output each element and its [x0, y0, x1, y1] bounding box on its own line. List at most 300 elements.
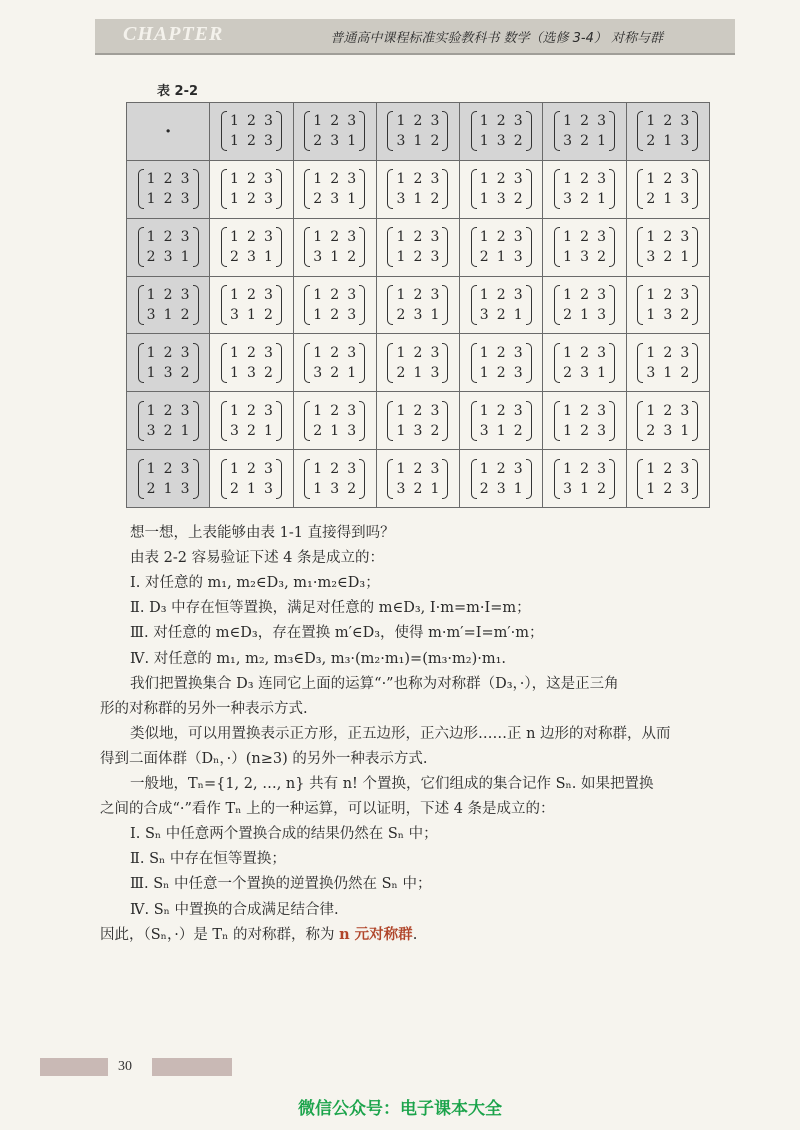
- table-cell: [210, 334, 293, 392]
- matrix-entry: 3: [513, 249, 523, 266]
- product-permutation: [554, 401, 615, 441]
- matrix-entry: 1: [229, 133, 239, 150]
- footer-bar-left: [40, 1058, 108, 1076]
- matrix-entry: 3: [430, 249, 440, 266]
- matrix-entry: 2: [430, 191, 440, 208]
- product-permutation: [637, 459, 698, 499]
- matrix-entry: 1: [646, 402, 656, 419]
- matrix-entry: 3: [430, 460, 440, 477]
- matrix-entry: 1: [563, 344, 572, 361]
- matrix-entry: 3: [246, 249, 256, 266]
- matrix-entry: 2: [313, 191, 323, 208]
- matrix-entry: 2: [663, 171, 673, 188]
- matrix-entry: 2: [246, 229, 256, 246]
- body-line: 一般地，Tₙ={1, 2, …, n} 共有 n! 个置换，它们组成的集合记作 Sₙ. 如果把置换: [130, 776, 654, 792]
- body-line: Ⅰ. 对任意的 m₁, m₂∈D₃, m₁·m₂∈D₃；: [130, 575, 380, 592]
- table-cell: [543, 218, 626, 276]
- permutation-table: [126, 102, 710, 508]
- matrix-entry: 1: [146, 344, 156, 361]
- matrix-entry: 2: [580, 460, 589, 477]
- column-header: [543, 103, 626, 161]
- matrix-entry: 1: [246, 306, 256, 323]
- product-permutation: [221, 343, 282, 383]
- matrix-entry: 3: [413, 422, 423, 439]
- matrix-entry: 1: [396, 171, 406, 188]
- matrix-entry: 3: [347, 229, 357, 246]
- matrix-entry: 2: [580, 286, 589, 303]
- product-permutation: [554, 169, 615, 209]
- matrix-entry: 3: [330, 191, 340, 208]
- matrix-entry: 2: [180, 364, 190, 381]
- matrix-entry: 1: [146, 171, 156, 188]
- matrix-entry: 2: [663, 460, 673, 477]
- matrix-entry: 2: [580, 113, 589, 130]
- body-line: Ⅳ. 对任意的 m₁, m₂, m₃∈D₃, m₃·(m₂·m₁)=(m₃·m₂)·m₁.: [130, 650, 507, 667]
- matrix-entry: 1: [413, 364, 423, 381]
- body-line: Ⅲ. Sₙ 中任意一个置换的逆置换仍然在 Sₙ 中；: [130, 876, 432, 893]
- matrix-entry: 2: [496, 229, 506, 246]
- column-header: [376, 103, 459, 161]
- product-permutation: [637, 227, 698, 267]
- matrix-entry: 2: [580, 422, 589, 439]
- matrix-entry: 2: [180, 306, 190, 323]
- product-permutation: [471, 227, 532, 267]
- matrix-entry: 1: [479, 171, 489, 188]
- product-permutation: [304, 343, 365, 383]
- matrix-entry: 3: [597, 402, 606, 419]
- matrix-entry: 3: [180, 191, 190, 208]
- matrix-entry: 3: [313, 249, 323, 266]
- matrix-entry: 1: [663, 364, 673, 381]
- matrix-entry: 2: [663, 402, 673, 419]
- matrix-entry: 3: [430, 229, 440, 246]
- page-number: 30: [118, 1059, 132, 1074]
- matrix-entry: 2: [680, 364, 690, 381]
- matrix-entry: 2: [580, 402, 589, 419]
- matrix-entry: 2: [413, 113, 423, 130]
- table-row: [127, 218, 710, 276]
- matrix-entry: 3: [347, 460, 357, 477]
- matrix-entry: 1: [146, 191, 156, 208]
- matrix-entry: 3: [180, 229, 190, 246]
- matrix-entry: 1: [347, 364, 357, 381]
- matrix-entry: 2: [413, 344, 423, 361]
- matrix-entry: 2: [513, 133, 523, 150]
- body-line: 类似地，可以用置换表示正方形，正五边形，正六边形……正 n 边形的对称群，从而: [130, 725, 671, 742]
- matrix-entry: 2: [246, 133, 256, 150]
- matrix-entry: 3: [680, 344, 690, 361]
- matrix-entry: 1: [246, 480, 256, 497]
- matrix-entry: 2: [563, 306, 572, 323]
- row-permutation: [138, 343, 199, 383]
- matrix-entry: 3: [680, 191, 690, 208]
- product-permutation: [387, 227, 448, 267]
- column-header: [460, 103, 543, 161]
- table-cell: [376, 160, 459, 218]
- product-permutation: [471, 401, 532, 441]
- matrix-entry: 2: [330, 402, 340, 419]
- matrix-entry: 1: [146, 286, 156, 303]
- watermark: 微信公众号：电子课本大全: [298, 1099, 502, 1119]
- table-cell: [626, 392, 709, 450]
- book-series-title: 普通高中课程标准实验教科书 数学（选修 3-4） 对称与群: [330, 31, 663, 46]
- matrix-entry: 2: [396, 306, 406, 323]
- matrix-entry: 3: [163, 364, 173, 381]
- matrix-entry: 2: [413, 229, 423, 246]
- matrix-entry: 2: [580, 191, 589, 208]
- matrix-entry: 2: [597, 480, 606, 497]
- row-permutation: [138, 285, 199, 325]
- matrix-entry: 2: [563, 364, 572, 381]
- matrix-entry: 1: [563, 113, 572, 130]
- matrix-entry: 1: [646, 480, 656, 497]
- matrix-entry: 1: [229, 344, 239, 361]
- body-line: 得到二面体群（Dₙ，·）(n≥3) 的另外一种表示方式.: [100, 750, 428, 767]
- matrix-entry: 1: [146, 402, 156, 419]
- matrix-entry: 3: [597, 113, 606, 130]
- matrix-entry: 1: [313, 286, 323, 303]
- matrix-entry: 2: [663, 113, 673, 130]
- matrix-entry: 1: [597, 191, 606, 208]
- matrix-entry: 3: [263, 229, 273, 246]
- matrix-entry: 3: [680, 286, 690, 303]
- product-permutation: [637, 401, 698, 441]
- table-cell: [376, 334, 459, 392]
- table-row: [127, 160, 710, 218]
- matrix-entry: 3: [180, 460, 190, 477]
- matrix-entry: 3: [430, 171, 440, 188]
- matrix-entry: 2: [597, 249, 606, 266]
- matrix-entry: 3: [347, 402, 357, 419]
- matrix-entry: 2: [680, 306, 690, 323]
- matrix-entry: 1: [479, 286, 489, 303]
- matrix-entry: 1: [496, 249, 506, 266]
- matrix-entry: 3: [313, 364, 323, 381]
- table-cell: [376, 392, 459, 450]
- row-header: [127, 450, 210, 508]
- matrix-entry: 2: [246, 402, 256, 419]
- body-line: 我们把置换集合 D₃ 连同它上面的运算“·”也称为对称群（D₃，·），这是正三角: [130, 675, 619, 692]
- table-cell: [626, 450, 709, 508]
- matrix-entry: 1: [229, 113, 239, 130]
- matrix-entry: 2: [496, 344, 506, 361]
- matrix-entry: 3: [646, 249, 656, 266]
- matrix-entry: 1: [580, 480, 589, 497]
- matrix-entry: 3: [563, 133, 572, 150]
- matrix-entry: 1: [597, 364, 606, 381]
- matrix-entry: 2: [246, 344, 256, 361]
- product-permutation: [221, 169, 282, 209]
- matrix-entry: 3: [580, 364, 589, 381]
- product-permutation: [471, 169, 532, 209]
- body-line: Ⅳ. Sₙ 中置换的合成满足结合律.: [130, 901, 339, 918]
- matrix-entry: 2: [663, 480, 673, 497]
- matrix-entry: 3: [246, 364, 256, 381]
- matrix-entry: 3: [347, 113, 357, 130]
- matrix-entry: 2: [313, 422, 323, 439]
- matrix-entry: 1: [430, 480, 440, 497]
- row-header: [127, 334, 210, 392]
- matrix-entry: 3: [430, 286, 440, 303]
- table-cell: [626, 160, 709, 218]
- matrix-entry: 2: [163, 286, 173, 303]
- matrix-entry: 1: [146, 364, 156, 381]
- matrix-entry: 1: [313, 171, 323, 188]
- matrix-entry: 2: [347, 249, 357, 266]
- matrix-entry: 2: [413, 460, 423, 477]
- matrix-entry: 3: [263, 286, 273, 303]
- matrix-entry: 1: [163, 306, 173, 323]
- matrix-entry: 1: [646, 460, 656, 477]
- matrix-entry: 3: [597, 286, 606, 303]
- matrix-entry: 3: [330, 133, 340, 150]
- matrix-entry: 3: [496, 191, 506, 208]
- matrix-entry: 3: [663, 306, 673, 323]
- matrix-entry: 3: [680, 171, 690, 188]
- product-permutation: [304, 459, 365, 499]
- matrix-entry: 2: [663, 286, 673, 303]
- matrix-entry: 2: [413, 249, 423, 266]
- matrix-entry: 1: [646, 286, 656, 303]
- matrix-entry: 1: [646, 229, 656, 246]
- product-permutation: [221, 459, 282, 499]
- matrix-entry: 1: [146, 229, 156, 246]
- matrix-entry: 2: [313, 133, 323, 150]
- matrix-entry: 2: [146, 249, 156, 266]
- matrix-entry: 2: [163, 171, 173, 188]
- matrix-entry: 2: [163, 460, 173, 477]
- footer-bar-right: [152, 1058, 232, 1076]
- matrix-entry: 3: [496, 133, 506, 150]
- matrix-entry: 1: [496, 422, 506, 439]
- row-permutation: [138, 401, 199, 441]
- matrix-entry: 2: [263, 306, 273, 323]
- product-permutation: [304, 401, 365, 441]
- chapter-label: CHAPTER: [123, 23, 224, 45]
- matrix-entry: 1: [396, 249, 406, 266]
- matrix-entry: 1: [396, 229, 406, 246]
- operation-symbol: ·: [127, 103, 210, 161]
- matrix-entry: 1: [563, 229, 572, 246]
- column-header: [210, 103, 293, 161]
- matrix-entry: 1: [646, 171, 656, 188]
- table-cell: [210, 450, 293, 508]
- matrix-entry: 3: [330, 480, 340, 497]
- matrix-entry: 3: [263, 460, 273, 477]
- matrix-entry: 2: [496, 306, 506, 323]
- product-permutation: [387, 285, 448, 325]
- table-cell: [210, 160, 293, 218]
- matrix-entry: 3: [430, 402, 440, 419]
- product-permutation: [304, 227, 365, 267]
- matrix-entry: 3: [163, 249, 173, 266]
- matrix-entry: 2: [246, 422, 256, 439]
- matrix-entry: 1: [680, 249, 690, 266]
- matrix-entry: 3: [663, 422, 673, 439]
- matrix-entry: 3: [513, 229, 523, 246]
- table-cell: [543, 334, 626, 392]
- matrix-entry: 3: [347, 286, 357, 303]
- matrix-entry: 3: [597, 460, 606, 477]
- column-permutation: [554, 111, 615, 151]
- row-header: [127, 160, 210, 218]
- product-permutation: [387, 343, 448, 383]
- matrix-entry: 3: [146, 306, 156, 323]
- table-cell: [543, 276, 626, 334]
- page-header: [95, 19, 735, 55]
- matrix-entry: 3: [597, 229, 606, 246]
- matrix-entry: 2: [496, 113, 506, 130]
- matrix-entry: 3: [680, 113, 690, 130]
- matrix-entry: 2: [330, 460, 340, 477]
- matrix-entry: 1: [229, 191, 239, 208]
- product-permutation: [471, 459, 532, 499]
- body-line: Ⅱ. D₃ 中存在恒等置换，满足对任意的 m∈D₃, I·m=m·I=m；: [130, 600, 531, 617]
- product-permutation: [554, 227, 615, 267]
- body-line: 由表 2-2 容易验证下述 4 条是成立的：: [130, 550, 385, 567]
- matrix-entry: 1: [163, 480, 173, 497]
- matrix-entry: 1: [229, 402, 239, 419]
- matrix-entry: 2: [646, 422, 656, 439]
- matrix-entry: 3: [496, 480, 506, 497]
- matrix-entry: 1: [646, 306, 656, 323]
- matrix-entry: 2: [330, 171, 340, 188]
- matrix-entry: 2: [413, 171, 423, 188]
- row-header: [127, 276, 210, 334]
- matrix-entry: 3: [263, 171, 273, 188]
- matrix-entry: 1: [146, 460, 156, 477]
- matrix-entry: 1: [396, 460, 406, 477]
- matrix-entry: 2: [246, 113, 256, 130]
- matrix-entry: 1: [347, 133, 357, 150]
- matrix-entry: 1: [646, 344, 656, 361]
- product-permutation: [637, 285, 698, 325]
- matrix-entry: 1: [479, 133, 489, 150]
- product-permutation: [387, 169, 448, 209]
- matrix-entry: 3: [597, 306, 606, 323]
- table-cell: [460, 218, 543, 276]
- product-permutation: [304, 169, 365, 209]
- matrix-entry: 2: [413, 286, 423, 303]
- matrix-entry: 1: [563, 460, 572, 477]
- matrix-entry: 2: [163, 229, 173, 246]
- product-permutation: [554, 459, 615, 499]
- matrix-entry: 1: [396, 113, 406, 130]
- row-permutation: [138, 169, 199, 209]
- matrix-entry: 1: [513, 480, 523, 497]
- matrix-entry: 3: [229, 422, 239, 439]
- product-permutation: [387, 459, 448, 499]
- body-line: 想一想，上表能够由表 1-1 直接得到吗？: [130, 525, 395, 541]
- table-cell: [293, 160, 376, 218]
- product-permutation: [221, 285, 282, 325]
- matrix-entry: 1: [580, 306, 589, 323]
- table-cell: [460, 450, 543, 508]
- matrix-entry: 2: [396, 364, 406, 381]
- matrix-entry: 2: [580, 344, 589, 361]
- matrix-entry: 3: [263, 402, 273, 419]
- matrix-entry: 2: [413, 480, 423, 497]
- table-cell: [293, 276, 376, 334]
- matrix-entry: 3: [513, 364, 523, 381]
- matrix-entry: 1: [479, 460, 489, 477]
- matrix-entry: 1: [396, 422, 406, 439]
- matrix-entry: 1: [563, 286, 572, 303]
- table-cell: [543, 450, 626, 508]
- matrix-entry: 2: [496, 286, 506, 303]
- table-cell: [376, 450, 459, 508]
- matrix-entry: 3: [396, 191, 406, 208]
- table-row: [127, 276, 710, 334]
- matrix-entry: 3: [180, 402, 190, 419]
- product-permutation: [554, 285, 615, 325]
- matrix-entry: 3: [263, 344, 273, 361]
- matrix-entry: 1: [563, 422, 572, 439]
- conclusion-period: .: [412, 926, 418, 943]
- body-line: Ⅰ. Sₙ 中任意两个置换合成的结果仍然在 Sₙ 中；: [130, 826, 438, 843]
- matrix-entry: 1: [313, 460, 323, 477]
- matrix-entry: 3: [396, 480, 406, 497]
- matrix-entry: 2: [330, 113, 340, 130]
- matrix-entry: 2: [663, 249, 673, 266]
- table-cell: [460, 276, 543, 334]
- matrix-entry: 1: [563, 402, 572, 419]
- matrix-entry: 3: [563, 191, 572, 208]
- table-row: [127, 334, 710, 392]
- matrix-entry: 1: [313, 344, 323, 361]
- matrix-entry: 3: [430, 364, 440, 381]
- matrix-entry: 2: [580, 229, 589, 246]
- matrix-entry: 3: [597, 422, 606, 439]
- matrix-entry: 2: [146, 480, 156, 497]
- matrix-entry: 1: [479, 113, 489, 130]
- matrix-entry: 2: [430, 133, 440, 150]
- matrix-entry: 2: [580, 171, 589, 188]
- matrix-entry: 3: [413, 306, 423, 323]
- row-permutation: [138, 227, 199, 267]
- matrix-entry: 3: [597, 171, 606, 188]
- matrix-entry: 2: [430, 422, 440, 439]
- matrix-entry: 1: [313, 306, 323, 323]
- row-permutation: [138, 459, 199, 499]
- matrix-entry: 3: [513, 171, 523, 188]
- table-cell: [543, 392, 626, 450]
- table-cell: [376, 218, 459, 276]
- matrix-entry: 3: [180, 480, 190, 497]
- matrix-entry: 2: [330, 229, 340, 246]
- matrix-entry: 1: [479, 402, 489, 419]
- table-cell: [460, 392, 543, 450]
- product-permutation: [554, 343, 615, 383]
- table-caption: 表 2-2: [157, 84, 199, 99]
- matrix-entry: 3: [180, 344, 190, 361]
- matrix-entry: 3: [680, 460, 690, 477]
- table-cell: [210, 276, 293, 334]
- matrix-entry: 2: [246, 171, 256, 188]
- product-permutation: [221, 401, 282, 441]
- matrix-entry: 2: [496, 364, 506, 381]
- matrix-entry: 2: [663, 229, 673, 246]
- table-row: [127, 450, 710, 508]
- matrix-entry: 2: [330, 306, 340, 323]
- table-row: [127, 392, 710, 450]
- matrix-entry: 3: [680, 229, 690, 246]
- matrix-entry: 1: [180, 249, 190, 266]
- matrix-entry: 3: [180, 286, 190, 303]
- matrix-entry: 3: [263, 191, 273, 208]
- table-cell: [210, 218, 293, 276]
- matrix-entry: 2: [479, 249, 489, 266]
